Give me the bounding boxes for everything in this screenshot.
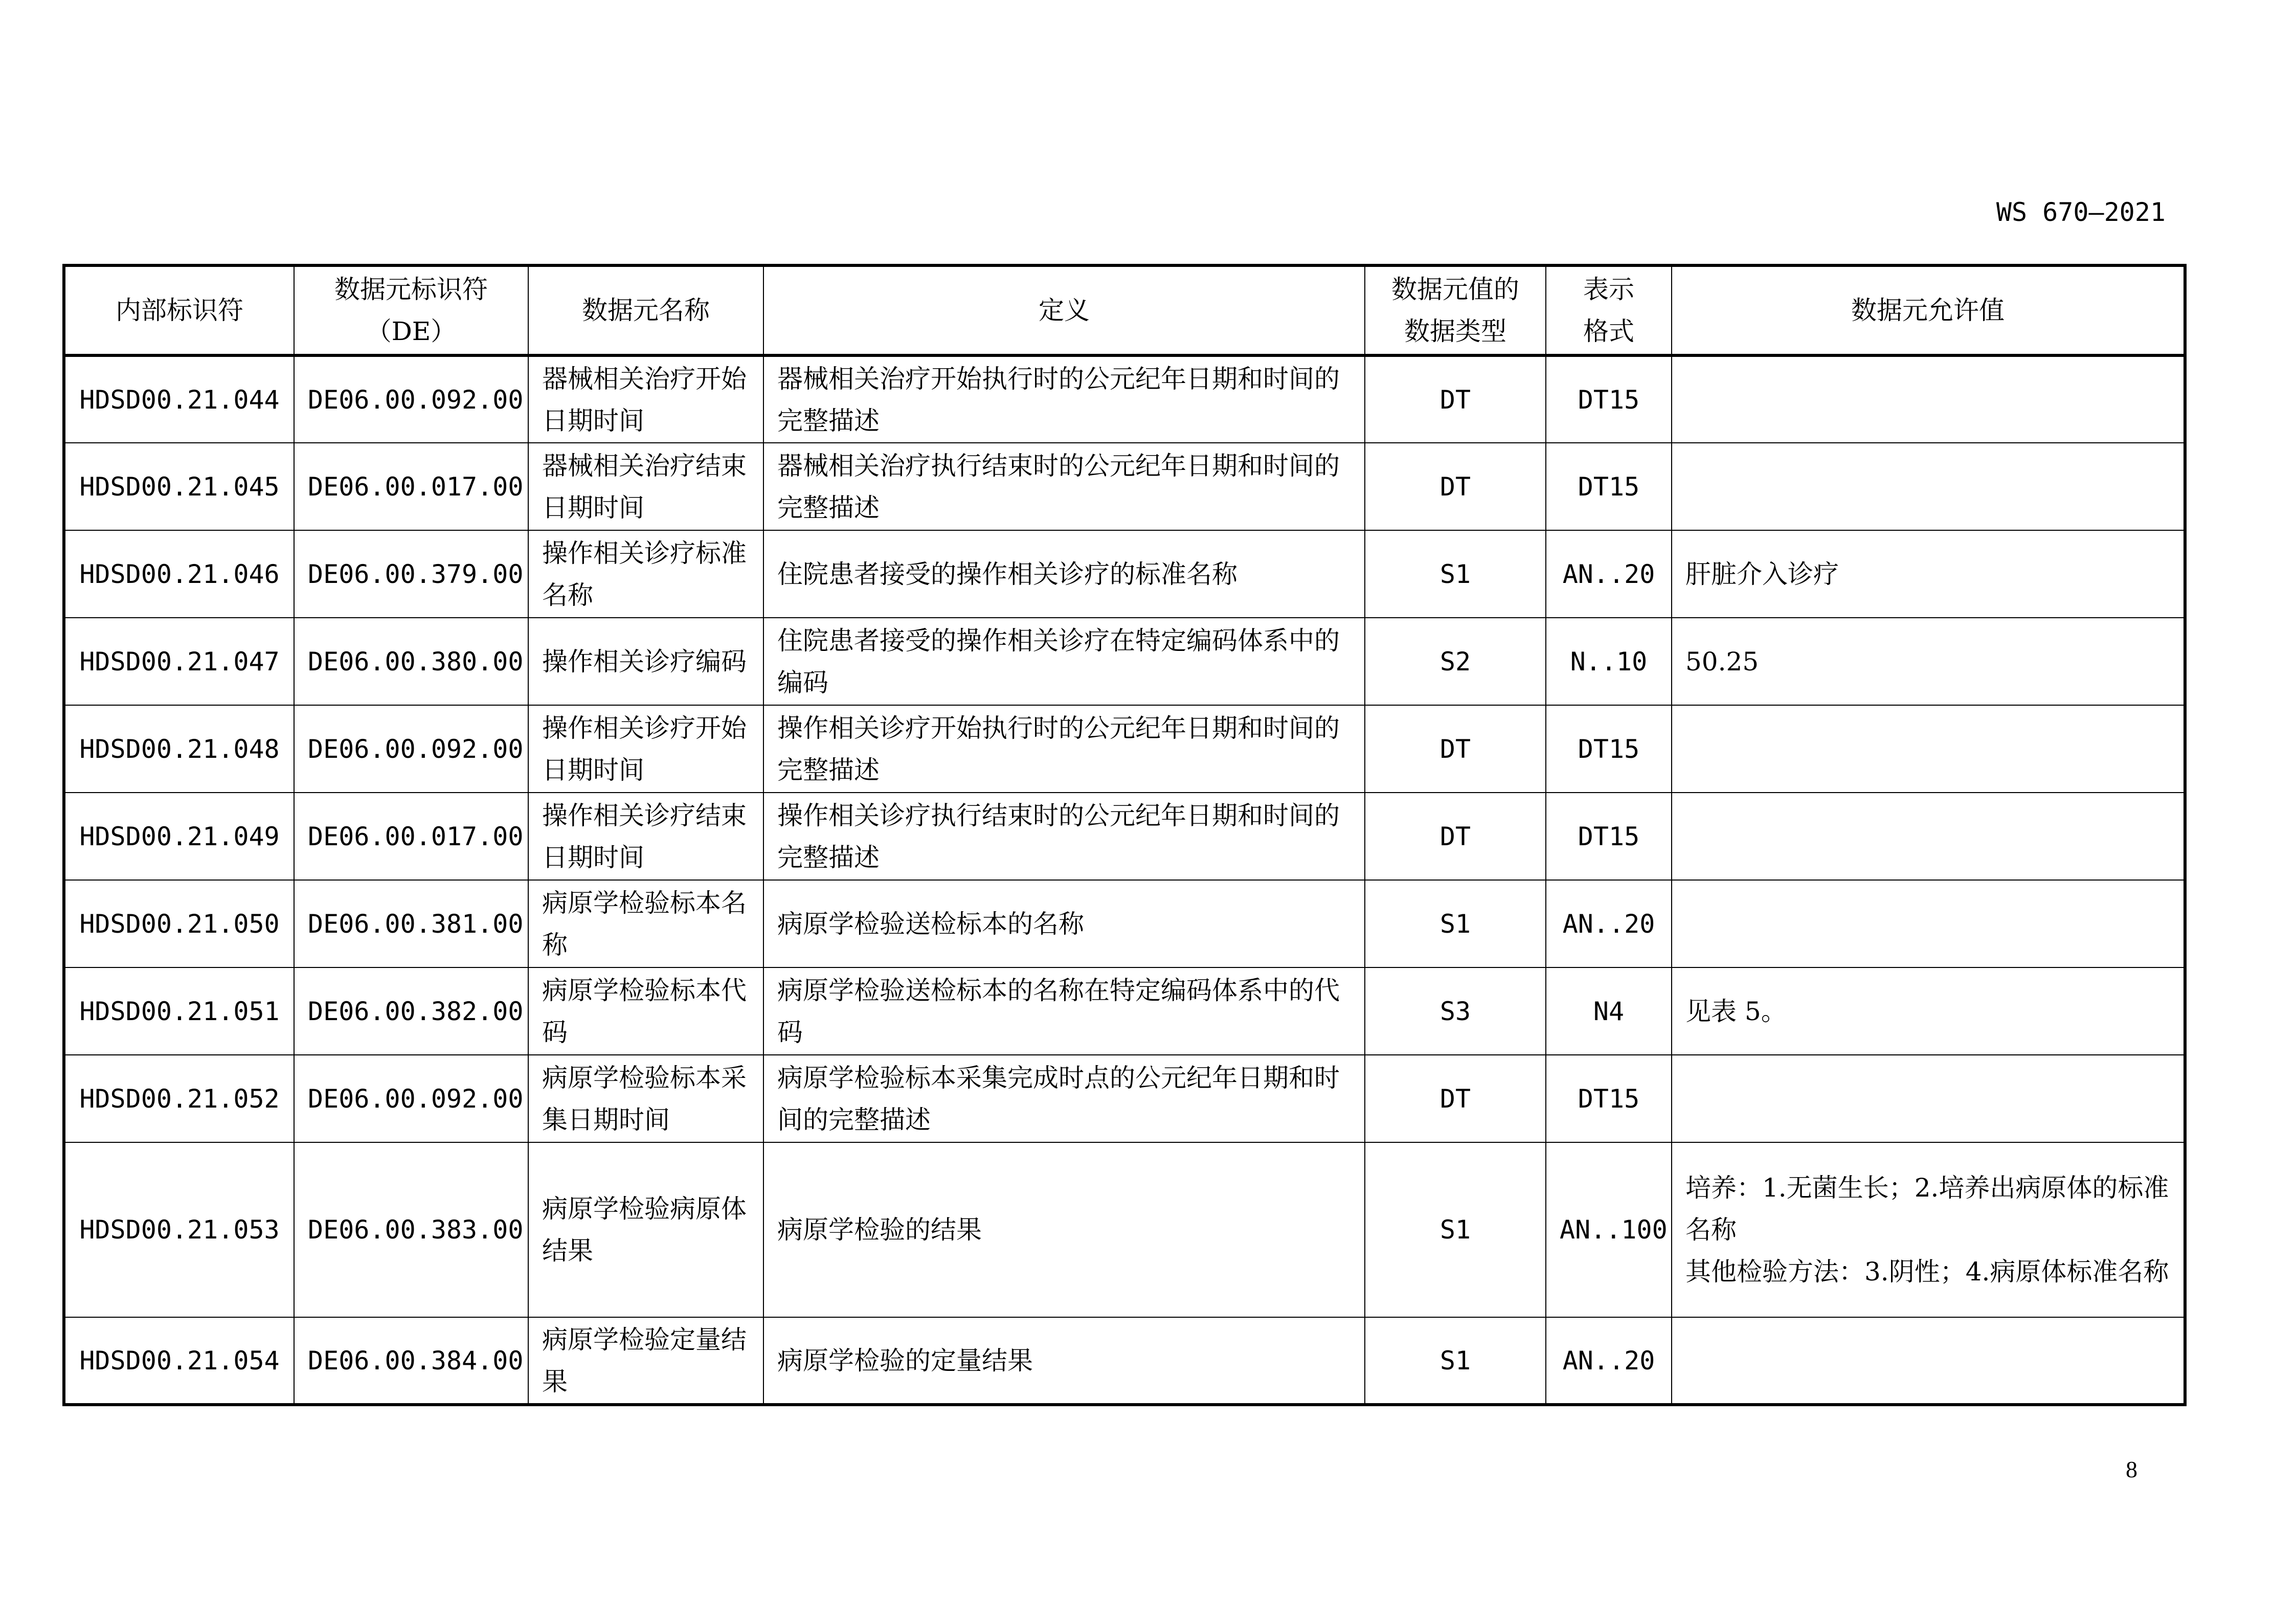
cell-name: 病原学检验定量结果 (528, 1317, 763, 1405)
cell-de-id: DE06.00.092.00 (294, 705, 528, 793)
cell-de-id: DE06.00.017.00 (294, 443, 528, 530)
cell-allowed-values: 肝脏介入诊疗 (1672, 530, 2185, 618)
table-row (64, 1055, 2185, 1142)
cell-allowed-values (1672, 443, 2185, 530)
cell-allowed-values (1672, 1142, 2185, 1317)
cell-name: 病原学检验标本代码 (528, 967, 763, 1055)
cell-name: 病原学检验标本名称 (528, 880, 763, 967)
cell-internal-id: HDSD00.21.050 (64, 880, 294, 967)
cell-definition: 住院患者接受的操作相关诊疗在特定编码体系中的编码 (763, 618, 1365, 705)
cell-internal-id: HDSD00.21.048 (64, 705, 294, 793)
cell-de-id: DE06.00.383.00 (294, 1142, 528, 1317)
cell-name: 操作相关诊疗标准名称 (528, 530, 763, 618)
cell-de-id: DE06.00.384.00 (294, 1317, 528, 1405)
cell-name: 操作相关诊疗开始日期时间 (528, 705, 763, 793)
cell-allowed-values: 50.25 (1672, 618, 2185, 705)
cell-format: DT15 (1546, 1055, 1672, 1142)
cell-internal-id: HDSD00.21.045 (64, 443, 294, 530)
cell-internal-id: HDSD00.21.047 (64, 618, 294, 705)
table-row (64, 967, 2185, 1055)
header-format: 表示 格式 (1546, 265, 1672, 355)
cell-format: AN..100 (1546, 1142, 1672, 1317)
cell-allowed-values (1672, 880, 2185, 967)
cell-definition: 操作相关诊疗执行结束时的公元纪年日期和时间的完整描述 (763, 793, 1365, 880)
table-row (64, 1317, 2185, 1405)
table-row (64, 1142, 2185, 1317)
table-row (64, 530, 2185, 618)
cell-de-id: DE06.00.380.00 (294, 618, 528, 705)
cell-definition: 病原学检验的定量结果 (763, 1317, 1365, 1405)
cell-allowed-values (1672, 793, 2185, 880)
cell-format: N..10 (1546, 618, 1672, 705)
cell-definition: 器械相关治疗执行结束时的公元纪年日期和时间的完整描述 (763, 443, 1365, 530)
cell-data-type: DT (1365, 443, 1546, 530)
cell-definition: 病原学检验送检标本的名称在特定编码体系中的代码 (763, 967, 1365, 1055)
table-row (64, 793, 2185, 880)
cell-format: N4 (1546, 967, 1672, 1055)
header-definition: 定义 (763, 265, 1365, 355)
cell-format: AN..20 (1546, 530, 1672, 618)
cell-allowed-values (1672, 355, 2185, 443)
cell-definition: 住院患者接受的操作相关诊疗的标准名称 (763, 530, 1365, 618)
cell-data-type: S2 (1365, 618, 1546, 705)
cell-format: DT15 (1546, 355, 1672, 443)
cell-definition: 病原学检验的结果 (763, 1142, 1365, 1317)
cell-definition: 器械相关治疗开始执行时的公元纪年日期和时间的完整描述 (763, 355, 1365, 443)
header-allowed-values: 数据元允许值 (1672, 265, 2185, 355)
cell-data-type: S1 (1365, 530, 1546, 618)
header-data-type: 数据元值的 数据类型 (1365, 265, 1546, 355)
cell-data-type: DT (1365, 1055, 1546, 1142)
data-element-table (62, 264, 2187, 1406)
cell-data-type: DT (1365, 793, 1546, 880)
cell-name: 器械相关治疗结束日期时间 (528, 443, 763, 530)
cell-de-id: DE06.00.092.00 (294, 1055, 528, 1142)
cell-de-id: DE06.00.381.00 (294, 880, 528, 967)
cell-internal-id: HDSD00.21.044 (64, 355, 294, 443)
cell-data-type: S1 (1365, 1317, 1546, 1405)
table-row (64, 705, 2185, 793)
cell-internal-id: HDSD00.21.053 (64, 1142, 294, 1317)
allowed-value-line: 培养：1.无菌生长；2.培养出病原体的标准名称 (1685, 1173, 2169, 1245)
table-row (64, 355, 2185, 443)
cell-name: 操作相关诊疗结束日期时间 (528, 793, 763, 880)
cell-data-type: S1 (1365, 880, 1546, 967)
header-internal-id: 内部标识符 (64, 265, 294, 355)
cell-internal-id: HDSD00.21.052 (64, 1055, 294, 1142)
cell-definition: 病原学检验标本采集完成时点的公元纪年日期和时间的完整描述 (763, 1055, 1365, 1142)
cell-internal-id: HDSD00.21.054 (64, 1317, 294, 1405)
cell-de-id: DE06.00.092.00 (294, 355, 528, 443)
cell-name: 操作相关诊疗编码 (528, 618, 763, 705)
cell-definition: 操作相关诊疗开始执行时的公元纪年日期和时间的完整描述 (763, 705, 1365, 793)
header-name: 数据元名称 (528, 265, 763, 355)
cell-internal-id: HDSD00.21.051 (64, 967, 294, 1055)
cell-data-type: DT (1365, 705, 1546, 793)
cell-data-type: DT (1365, 355, 1546, 443)
cell-data-type: S1 (1365, 1142, 1546, 1317)
cell-data-type: S3 (1365, 967, 1546, 1055)
cell-name: 病原学检验病原体结果 (528, 1142, 763, 1317)
table-row (64, 618, 2185, 705)
cell-name: 器械相关治疗开始日期时间 (528, 355, 763, 443)
cell-allowed-values: 见表 5。 (1672, 967, 2185, 1055)
table-row (64, 443, 2185, 530)
cell-name: 病原学检验标本采集日期时间 (528, 1055, 763, 1142)
cell-format: DT15 (1546, 443, 1672, 530)
cell-format: AN..20 (1546, 1317, 1672, 1405)
cell-internal-id: HDSD00.21.049 (64, 793, 294, 880)
cell-de-id: DE06.00.379.00 (294, 530, 528, 618)
cell-de-id: DE06.00.382.00 (294, 967, 528, 1055)
table-header-row (64, 265, 2185, 355)
cell-internal-id: HDSD00.21.046 (64, 530, 294, 618)
cell-de-id: DE06.00.017.00 (294, 793, 528, 880)
table-row (64, 880, 2185, 967)
cell-allowed-values (1672, 1055, 2185, 1142)
allowed-value-line: 其他检验方法：3.阴性；4.病原体标准名称 (1685, 1257, 2169, 1287)
cell-format: AN..20 (1546, 880, 1672, 967)
cell-format: DT15 (1546, 705, 1672, 793)
cell-definition: 病原学检验送检标本的名称 (763, 880, 1365, 967)
cell-allowed-values (1672, 1317, 2185, 1405)
header-de-id: 数据元标识符 （DE） (294, 265, 528, 355)
page-number: 8 (2126, 1456, 2137, 1482)
cell-allowed-values (1672, 705, 2185, 793)
standard-code: WS 670—2021 (1996, 197, 2166, 227)
cell-format: DT15 (1546, 793, 1672, 880)
